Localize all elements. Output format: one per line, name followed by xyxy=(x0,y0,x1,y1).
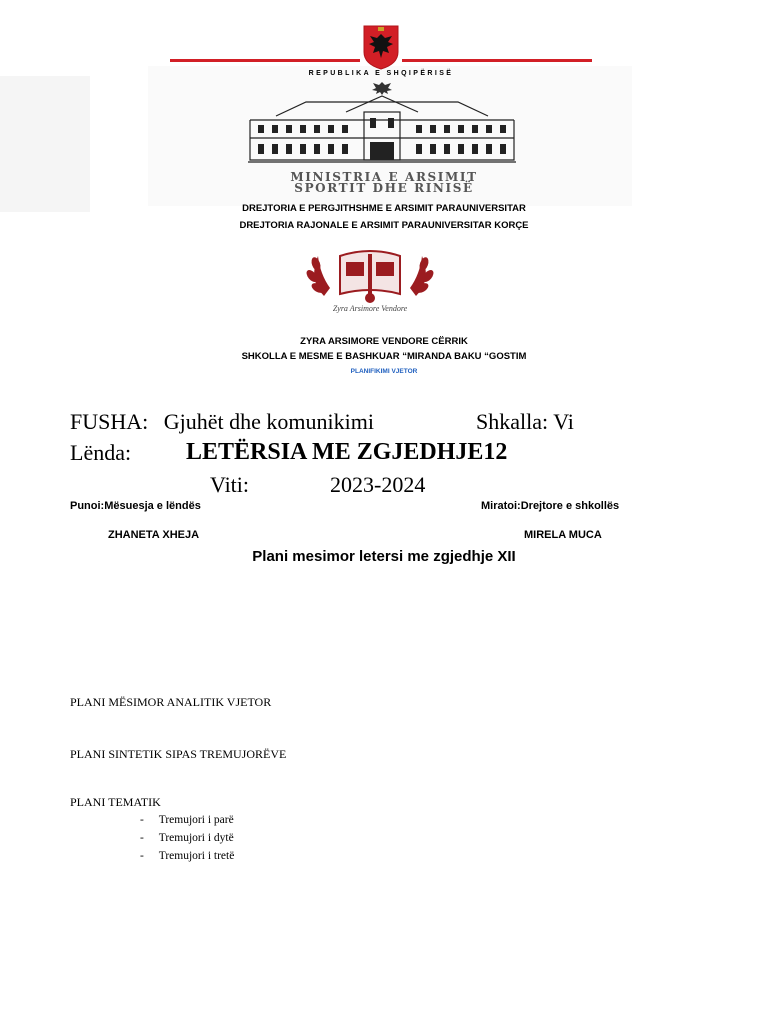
list-bullet: - xyxy=(140,814,144,826)
shkalla-text: Shkalla: Vi xyxy=(476,409,574,434)
fusha-row xyxy=(70,409,374,435)
section-sintetik: PLANI SINTETIK SIPAS TREMUJORËVE xyxy=(70,747,287,761)
miratoi-label: Miratoi:Drejtore e shkollës xyxy=(481,500,620,512)
teacher-name: ZHANETA XHEJA xyxy=(108,529,200,541)
term-label: Tremujori i dytë xyxy=(158,832,234,844)
ministry-building-icon xyxy=(246,94,518,164)
republika-text: REPUBLIKA E SHQIPËRISË xyxy=(308,70,454,77)
ministry-line-1: MINISTRIA E ARSIMIT xyxy=(290,170,478,184)
section-analitik: PLANI MËSIMOR ANALITIK VJETOR xyxy=(70,695,272,709)
ministry-name xyxy=(240,172,528,194)
directorate-general: DREJTORIA E PERGJITHSHME E ARSIMIT PARAUNIVERSITAR xyxy=(242,203,526,214)
lenda-label: Lënda: xyxy=(70,440,132,465)
lenda-value: LETËRSIA ME ZGJEDHJE12 xyxy=(186,439,508,465)
list-bullet: - xyxy=(140,850,144,862)
fusha-label: FUSHA: xyxy=(70,409,149,434)
section-tematik: PLANI TEMATIK xyxy=(70,795,161,809)
coat-of-arms-icon xyxy=(362,24,400,70)
planifikimi-vjetor-label: PLANIFIKIMI VJETOR xyxy=(350,368,418,375)
left-shaded-block xyxy=(0,76,90,212)
zyra-arsimore-title: ZYRA ARSIMORE VENDORE CËRRIK xyxy=(300,336,468,347)
term-list-item xyxy=(140,814,234,826)
red-line-right xyxy=(402,59,592,62)
viti-value: 2023-2024 xyxy=(330,472,426,497)
school-name: SHKOLLA E MESME E BASHKUAR “MIRANDA BAKU “GOSTIM xyxy=(241,351,527,362)
term-label: Tremujori i parë xyxy=(158,814,234,826)
viti-label: Viti: xyxy=(210,472,250,497)
list-bullet: - xyxy=(140,832,144,844)
directorate-regional: DREJTORIA RAJONALE E ARSIMIT PARAUNIVERSITAR KORÇE xyxy=(239,220,529,231)
fusha-value: Gjuhët dhe komunikimi xyxy=(163,409,374,434)
zyra-logo-caption: Zyra Arsimore Vendore xyxy=(332,304,408,313)
plan-title: Plani mesimor letersi me zgjedhje XII xyxy=(252,548,516,565)
term-list-item xyxy=(140,850,234,862)
ministry-line-2: SPORTIT DHE RINISË xyxy=(294,181,474,195)
zyra-arsimore-emblem-icon xyxy=(304,244,436,306)
red-line-left xyxy=(170,59,360,62)
term-list-item xyxy=(140,832,234,844)
term-label: Tremujori i tretë xyxy=(158,850,235,862)
director-name: MIRELA MUCA xyxy=(524,529,602,541)
punoi-label: Punoi:Mësuesja e lëndës xyxy=(70,500,201,512)
